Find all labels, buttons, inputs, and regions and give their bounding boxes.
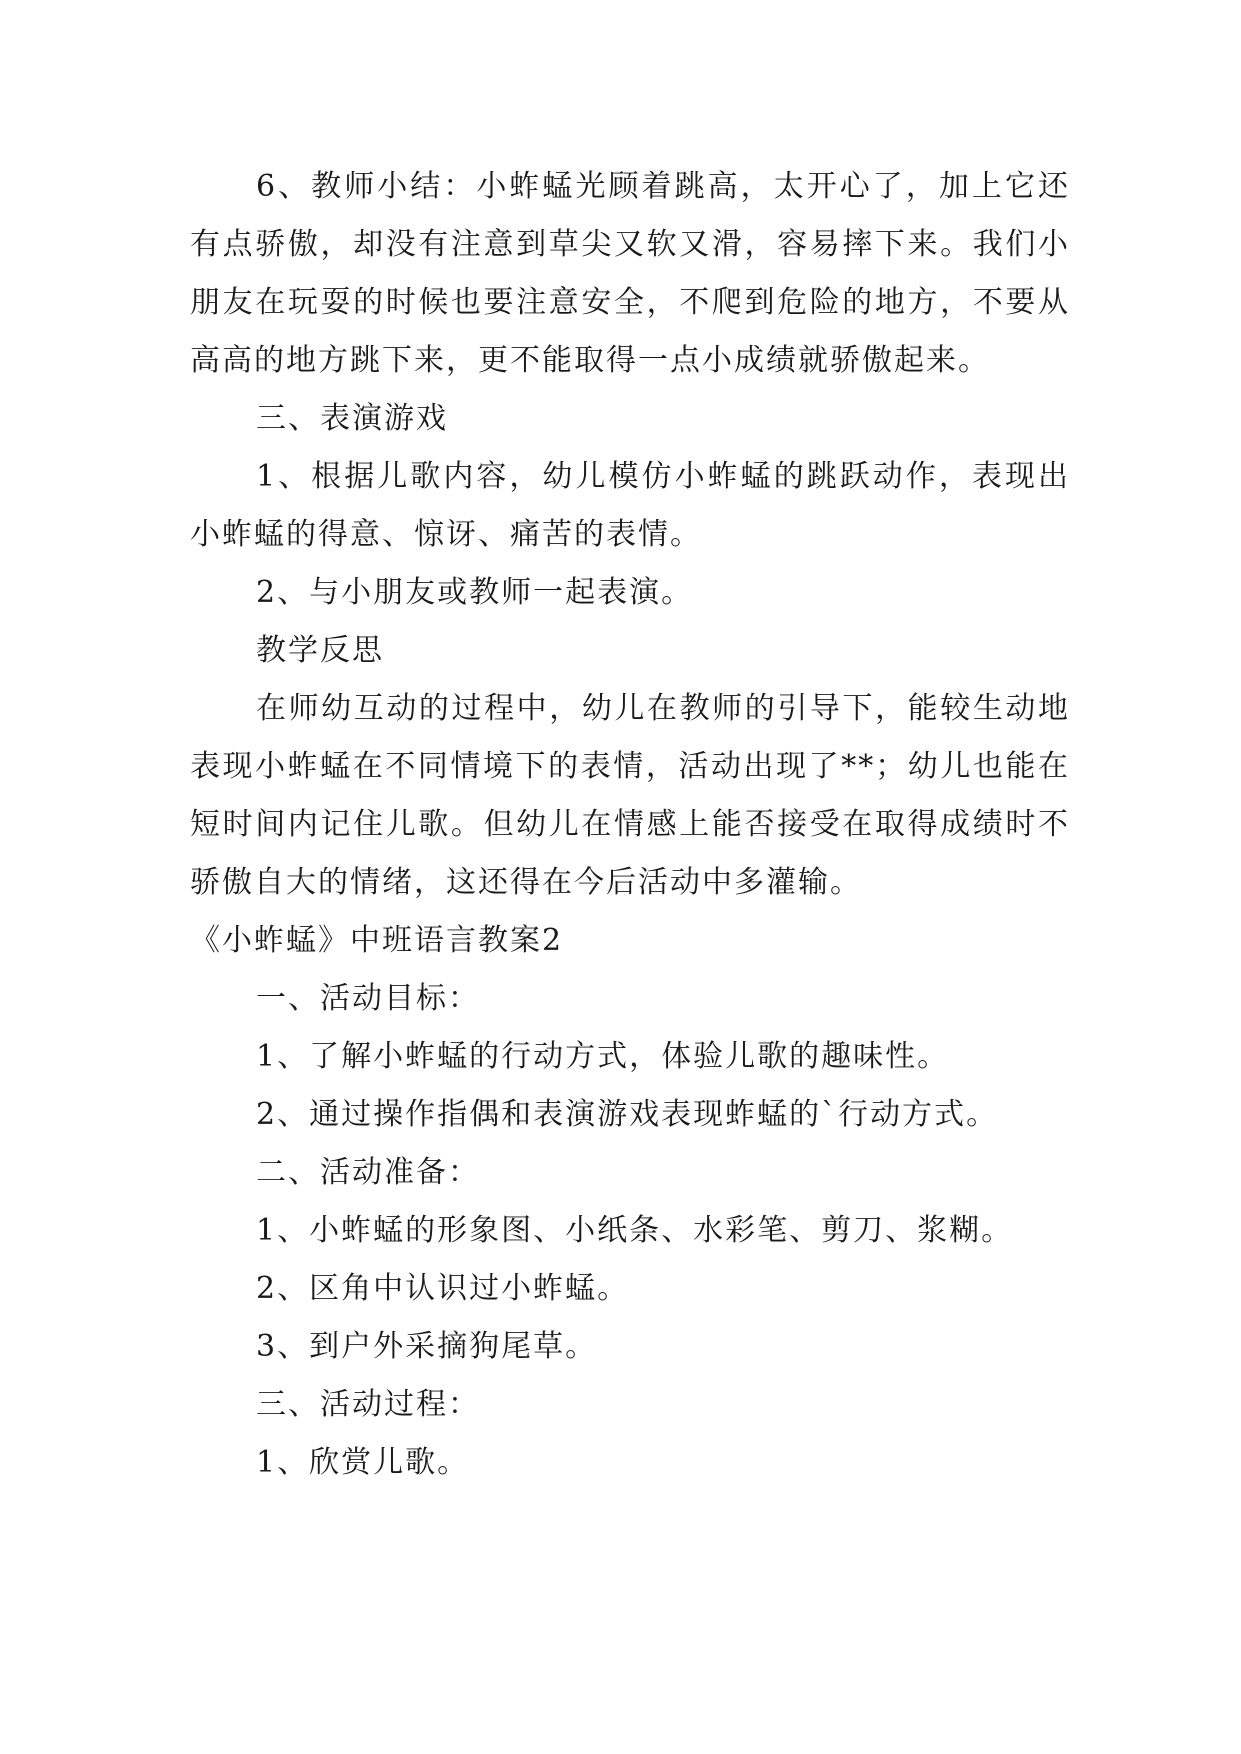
paragraph-reflection: 在师幼互动的过程中，幼儿在教师的引导下，能较生动地表现小蚱蜢在不同情境下的表情，活动出现了**；幼儿也能在短时间内记住儿歌。但幼儿在情感上能否接受在取得成绩时不骄傲自大的情绪，这还得在今后活动中多灌输。 <box>190 691 1070 900</box>
section-title-lesson-2: 《小蚱蜢》中班语言教案2 <box>190 923 564 958</box>
paragraph-perform-together: 2、与小朋友或教师一起表演。 <box>256 575 694 610</box>
heading-activity-preparation: 二、活动准备： <box>256 1155 480 1190</box>
list-item-prep-3: 3、到户外采摘狗尾草。 <box>256 1329 598 1364</box>
heading-activity-goals: 一、活动目标： <box>256 981 480 1016</box>
list-item-goal-2: 2、通过操作指偶和表演游戏表现蚱蜢的`行动方式。 <box>256 1097 999 1132</box>
heading-activity-process: 三、活动过程： <box>256 1387 480 1422</box>
paragraph-imitate: 1、根据儿歌内容，幼儿模仿小蚱蜢的跳跃动作，表现出小蚱蜢的得意、惊讶、痛苦的表情。 <box>190 459 1070 552</box>
heading-performance-game: 三、表演游戏 <box>256 401 448 436</box>
list-item-process-1: 1、欣赏儿歌。 <box>256 1445 470 1480</box>
heading-teaching-reflection: 教学反思 <box>256 633 384 668</box>
list-item-prep-1: 1、小蚱蜢的形象图、小纸条、水彩笔、剪刀、浆糊。 <box>256 1213 1014 1248</box>
list-item-prep-2: 2、区角中认识过小蚱蜢。 <box>256 1271 630 1306</box>
paragraph-teacher-summary: 6、教师小结：小蚱蜢光顾着跳高，太开心了，加上它还有点骄傲，却没有注意到草尖又软又滑，容易摔下来。我们小朋友在玩耍的时候也要注意安全，不爬到危险的地方，不要从高高的地方跳下来，更不能取得一点小成绩就骄傲起来。 <box>190 169 1070 378</box>
list-item-goal-1: 1、了解小蚱蜢的行动方式，体验儿歌的趣味性。 <box>256 1039 950 1074</box>
document-body <box>190 158 1070 1492</box>
